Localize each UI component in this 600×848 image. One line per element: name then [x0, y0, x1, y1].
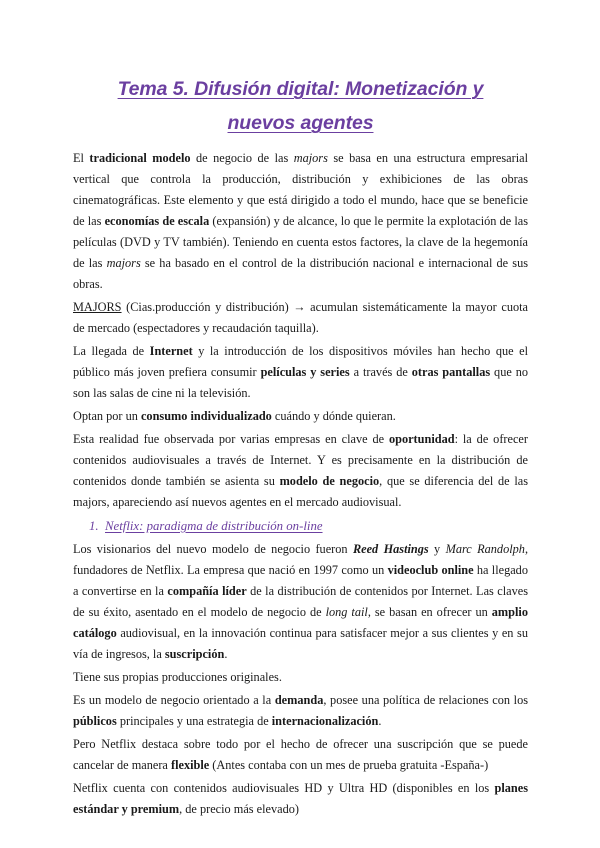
- italic-text: Marc Randolph: [445, 542, 525, 556]
- text: Pero Netflix destaca sobre todo por el hecho de ofrecer una suscripción que se puede cancelar de manera: [73, 737, 528, 772]
- text: que no son las salas de cine ni la televisión.: [73, 365, 529, 400]
- page-title-line-1: Tema 5. Difusión digital: Monetización y: [117, 78, 484, 100]
- text: y: [428, 542, 446, 556]
- text: se ha basado en el control de la distribución nacional e internacional de sus obras.: [73, 256, 528, 291]
- bold-text: consumo individualizado: [140, 409, 272, 423]
- paragraph-consumo: [73, 406, 528, 427]
- text: Optan por un: [73, 409, 141, 423]
- bold-text: públicos: [73, 714, 117, 728]
- text: a través de: [349, 365, 412, 379]
- bold-text: Internet: [149, 344, 193, 358]
- text: , fundadores de Netflix. La empresa que nació en 1997 como un: [73, 542, 529, 577]
- paragraph-suscripcion: [73, 734, 528, 776]
- text: Es un modelo de negocio orientado a la: [73, 693, 275, 707]
- text: cuándo y dónde quieran.: [271, 409, 396, 423]
- paragraph-producciones: [73, 667, 528, 688]
- underlined-text: MAJORS: [73, 300, 122, 314]
- italic-text: majors: [293, 151, 328, 165]
- italic-text: majors: [106, 256, 141, 270]
- text: Esta realidad fue observada por varias empresas en clave de: [73, 432, 389, 446]
- bold-text: otras pantallas: [411, 365, 491, 379]
- text: (Cias.producción y distribución) → acumulan sistemáticamente la mayor cuota de mercado (espectadores y recaudación taquilla).: [73, 300, 528, 335]
- section-number: 1.: [89, 519, 99, 533]
- text: Los visionarios del nuevo modelo de negocio fueron: [73, 542, 353, 556]
- text: ha llegado a convertirse en la: [73, 563, 528, 598]
- paragraph-visionarios: [73, 539, 528, 665]
- bold-text: amplio catálogo: [73, 605, 528, 640]
- text: (Antes contaba con un mes de prueba gratuita -España-): [209, 758, 489, 772]
- bold-text: economías de escala: [104, 214, 210, 228]
- text: , se basan en ofrecer un: [367, 605, 492, 619]
- bold-text: suscripción: [164, 647, 225, 661]
- paragraph-oportunidad: [73, 429, 528, 513]
- paragraph-internet: [73, 341, 528, 404]
- bold-text: videoclub online: [387, 563, 474, 577]
- bold-text: oportunidad: [388, 432, 455, 446]
- text: audiovisual, en la innovación continua para satisfacer mejor a sus clientes y en su vía de ingresos, la: [73, 626, 528, 661]
- bold-italic-text: Reed Hastings: [352, 542, 429, 556]
- text: de negocio de las: [190, 151, 294, 165]
- text: (expansión) y de alcance, lo que le permite la explotación de las películas (DVD y TV también). Teniendo en cuenta estos factores, la clave de la hegemonía de las: [73, 214, 528, 270]
- bold-text: modelo de negocio: [279, 474, 380, 488]
- page-title: [73, 72, 528, 140]
- text: se basa en una estructura empresarial vertical que controla la producción, distribución y exhibiciones de las obras cinematográficas. Este elemento y que está dirigido a todo el mundo, hace que se beneficie de las: [73, 151, 529, 228]
- text: , posee una política de relaciones con los: [323, 693, 529, 707]
- paragraph-demanda: [73, 690, 528, 732]
- text: El: [73, 151, 90, 165]
- text: Tiene sus propias producciones originales.: [73, 670, 282, 684]
- text: : la de ofrecer contenidos audiovisuales a través de Internet. Y es precisamente en la distribución de contenidos donde también se asienta su: [73, 432, 528, 488]
- paragraph-traditional-model: [73, 148, 528, 295]
- text: , de precio más elevado): [179, 802, 299, 816]
- bold-text: planes estándar y premium: [73, 781, 528, 816]
- bold-text: tradicional modelo: [89, 151, 191, 165]
- page-title-line-2: nuevos agentes: [227, 112, 374, 134]
- text: , que se diferencia del de las majors, apareciendo así nuevos agentes en el mercado audiovisual.: [73, 474, 528, 509]
- text: .: [378, 714, 382, 728]
- section-heading-netflix: [89, 515, 528, 537]
- text: La llegada de: [73, 344, 150, 358]
- bold-text: películas y series: [260, 365, 350, 379]
- paragraph-majors: [73, 297, 528, 339]
- text: de la distribución de contenidos por Internet. Las claves de su éxito, asentado en el modelo de negocio de: [73, 584, 528, 619]
- text: .: [224, 647, 228, 661]
- section-label: Netflix: paradigma de distribución on-line: [105, 519, 323, 533]
- text: principales y una estrategia de: [116, 714, 272, 728]
- bold-text: compañía líder: [167, 584, 247, 598]
- bold-text: demanda: [274, 693, 324, 707]
- italic-text: long tail: [325, 605, 368, 619]
- bold-text: flexible: [170, 758, 210, 772]
- paragraph-planes: [73, 778, 528, 820]
- text: y la introducción de los dispositivos móviles han hecho que el público más joven prefiera consumir: [73, 344, 528, 379]
- bold-text: internacionalización: [271, 714, 379, 728]
- text: Netflix cuenta con contenidos audiovisuales HD y Ultra HD (disponibles en los: [73, 781, 495, 795]
